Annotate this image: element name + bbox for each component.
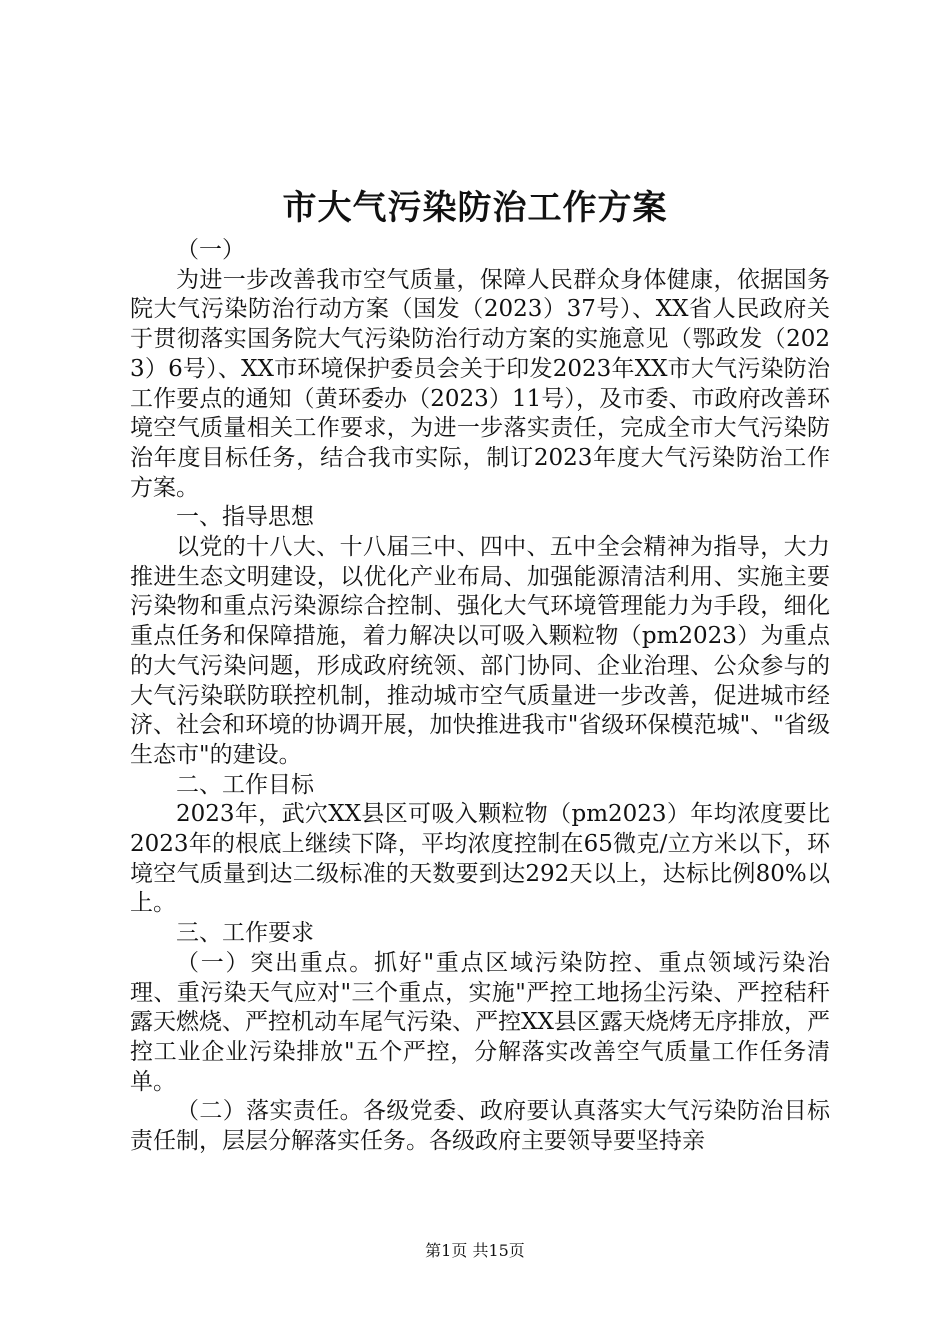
heading-work-requirements: 三、工作要求	[176, 920, 314, 947]
paragraph-work-goals: 2023年，武穴XX县区可吸入颗粒物（pm2023）年均浓度要比2023年的根底上继续下降，平均浓度控制在65微克/立方米以下，环境空气质量到达二级标准的天数要到达292天以上，达标比例80%以上。	[130, 801, 830, 917]
paragraph-highlight-priorities: （一）突出重点。抓好"重点区域污染防控、重点领域污染治理、重污染天气应对"三个重点，实施"严控工地扬尘污染、严控秸秆露天燃烧、严控机动车尾气污染、严控XX县区露天烧烤无序排放，严控工业企业污染排放"五个严控，分解落实改善空气质量工作任务清单。	[130, 949, 830, 1095]
paragraph-intro: 为进一步改善我市空气质量，保障人民群众身体健康，依据国务院大气污染防治行动方案（国发（2023）37号）、XX省人民政府关于贯彻落实国务院大气污染防治行动方案的实施意见（鄂政发（2023）6号）、XX市环境保护委员会关于印发2023年XX市大气污染防治工作要点的通知（黄环委办（2023）11号），及市委、市政府改善环境空气质量相关工作要求，为进一步落实责任，完成全市大气污染防治年度目标任务，结合我市实际，制订2023年度大气污染防治工作方案。	[130, 266, 830, 501]
paragraph-section-marker: （一）	[176, 237, 245, 263]
paragraph-implement-responsibility: （二）落实责任。各级党委、政府要认真落实大气污染防治目标责任制，层层分解落实任务。各级政府主要领导要坚持亲	[130, 1098, 830, 1155]
document-body	[130, 236, 830, 1157]
document-title: 市大气污染防治工作方案	[282, 188, 668, 228]
page-number: 第1页 共15页	[425, 1241, 525, 1260]
heading-guiding-ideology: 一、指导思想	[176, 504, 314, 531]
heading-work-goals: 二、工作目标	[176, 771, 314, 798]
paragraph-guiding-ideology: 以党的十八大、十八届三中、四中、五中全会精神为指导，大力推进生态文明建设，以优化产业布局、加强能源清洁利用、实施主要污染物和重点污染源综合控制、强化大气环境管理能力为手段，细化重点任务和保障措施，着力解决以可吸入颗粒物（pm2023）为重点的大气污染问题，形成政府统领、部门协同、企业治理、公众参与的大气污染联防联控机制，推动城市空气质量进一步改善，促进城市经济、社会和环境的协调开展，加快推进我市"省级环保模范城"、"省级生态市"的建设。	[130, 534, 830, 768]
